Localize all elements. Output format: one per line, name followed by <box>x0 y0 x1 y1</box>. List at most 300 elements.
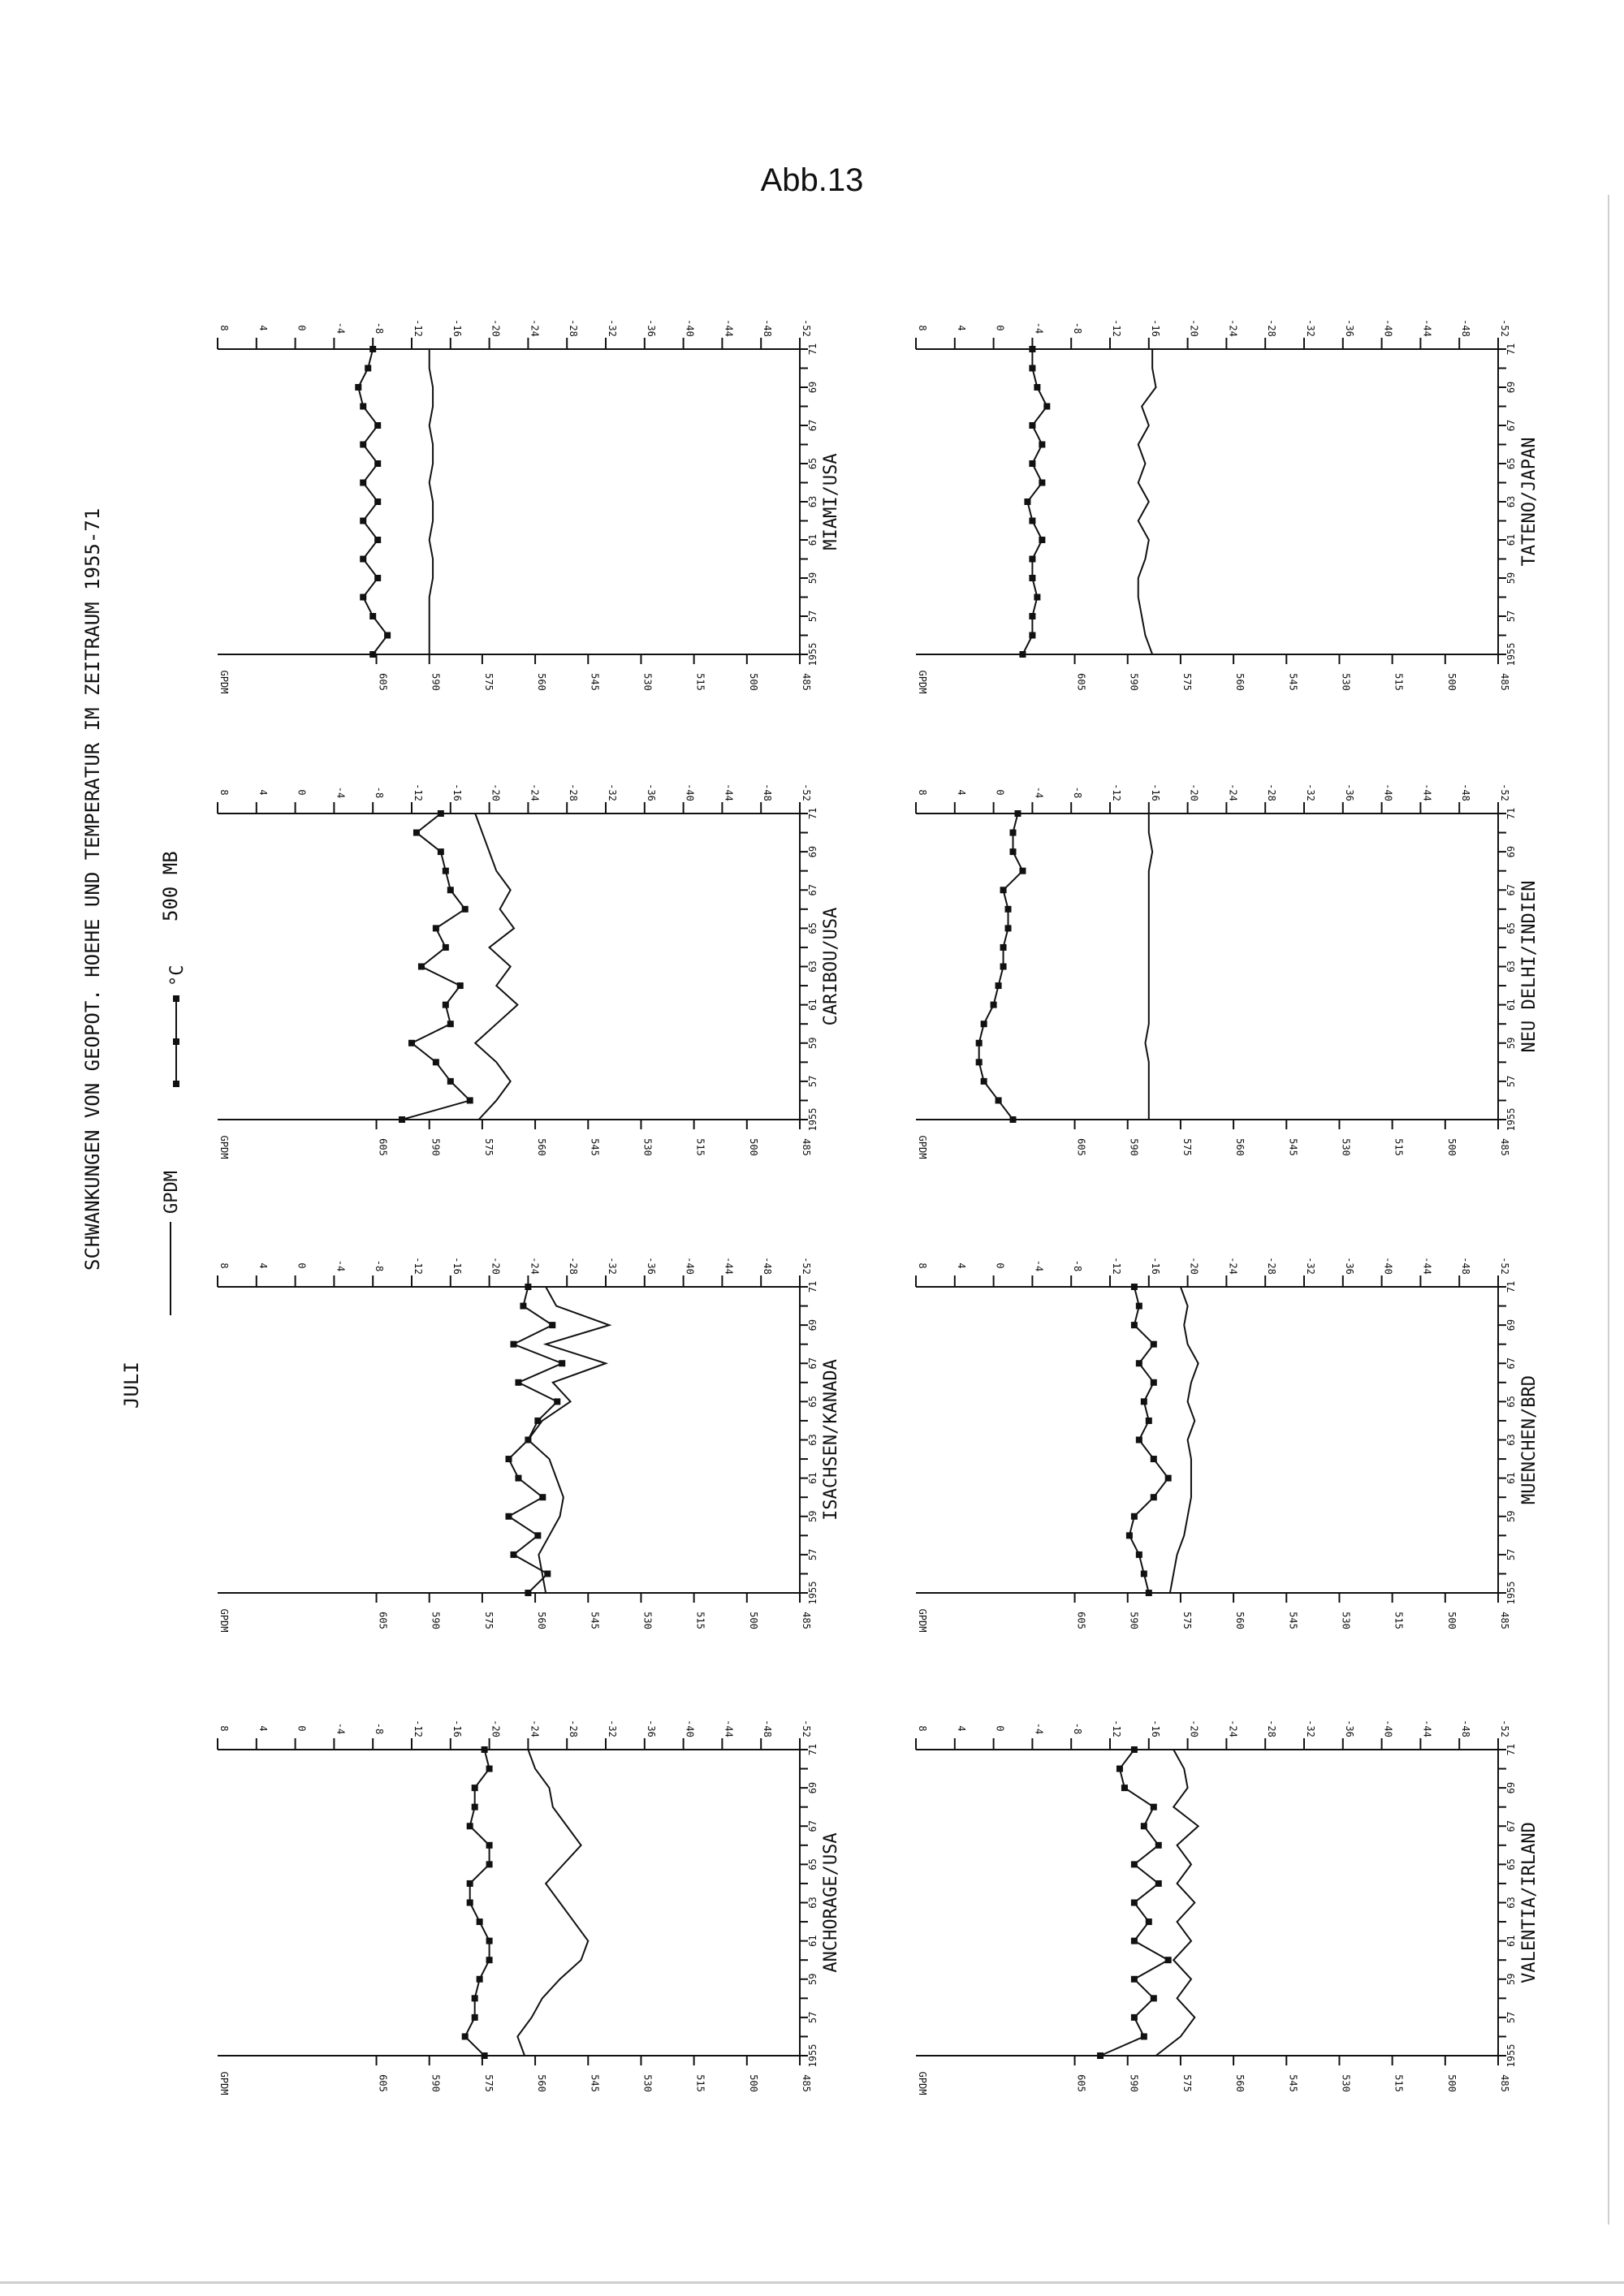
temp-point <box>1029 613 1035 619</box>
gpdm-tick-label: 590 <box>430 673 442 691</box>
temp-point <box>976 1059 983 1065</box>
temp-tick-label: -12 <box>1111 783 1122 801</box>
gpdm-tick-label: 500 <box>1445 1612 1458 1629</box>
temp-tick-label: 0 <box>296 1262 308 1269</box>
temp-tick-label: -48 <box>1460 319 1472 337</box>
year-tick-label: 1955 <box>807 2044 818 2068</box>
year-tick-label: 71 <box>807 1280 818 1293</box>
temp-point <box>1024 498 1030 505</box>
temp-point <box>1034 384 1040 391</box>
temp-tick-label: -40 <box>684 319 696 337</box>
temp-tick-label: -40 <box>1382 1720 1394 1737</box>
gpdm-tick-label: 485 <box>801 1138 812 1156</box>
year-tick-label: 71 <box>807 343 818 356</box>
temp-point <box>1136 1437 1142 1444</box>
temp-point <box>1029 365 1035 372</box>
year-tick-label: 63 <box>1505 960 1517 973</box>
gpdm-tick-label: 605 <box>377 2074 389 2092</box>
year-tick-label: 59 <box>1505 1510 1517 1522</box>
year-tick-label: 63 <box>1505 1434 1517 1446</box>
gpdm-tick-label: 500 <box>747 1138 759 1156</box>
gpdm-tick-label: 605 <box>377 673 389 691</box>
temp-point <box>559 1360 565 1366</box>
year-tick-label: 59 <box>807 1973 818 1985</box>
year-tick-label: 71 <box>807 807 818 820</box>
temp-tick-label: -4 <box>335 1259 347 1272</box>
gpdm-tick-label: 530 <box>1340 1612 1352 1629</box>
temp-tick-label: -32 <box>607 319 618 337</box>
temp-tick-label: -32 <box>1305 319 1316 337</box>
temp-point <box>1155 1842 1162 1849</box>
year-tick-label: 57 <box>1505 1075 1517 1088</box>
year-tick-label: 65 <box>807 1396 818 1408</box>
station-label: ANCHORAGE/USA <box>821 1832 841 1973</box>
gpdm-tick-label: 545 <box>1287 1138 1299 1156</box>
temp-point <box>1131 1900 1138 1906</box>
temp-point <box>467 1097 473 1103</box>
temp-point <box>482 1746 488 1753</box>
year-tick-label: 65 <box>807 1858 818 1871</box>
temp-point <box>510 1341 516 1348</box>
year-tick-label: 63 <box>1505 495 1517 508</box>
temp-point <box>1029 518 1035 524</box>
gpdm-tick-label: GPDM <box>917 1608 928 1633</box>
temp-tick-label: -16 <box>451 783 463 801</box>
station-label: CARIBOU/USA <box>821 907 841 1026</box>
year-tick-label: 71 <box>1505 1280 1517 1293</box>
temp-point <box>472 1995 478 2001</box>
temp-point <box>462 2033 469 2039</box>
temp-tick-label: -32 <box>607 783 618 801</box>
year-tick-label: 1955 <box>1505 2044 1517 2068</box>
temp-tick-label: -8 <box>374 1722 386 1735</box>
temp-tick-label: -20 <box>490 783 502 801</box>
temp-point <box>418 964 425 970</box>
year-tick-label: 71 <box>807 1743 818 1756</box>
gpdm-tick-label: 590 <box>1128 2074 1140 2092</box>
temp-series-line <box>1129 1287 1168 1593</box>
gpdm-tick-label: 575 <box>482 2074 495 2092</box>
gpdm-tick-label: 545 <box>1287 673 1299 691</box>
temp-tick-label: -32 <box>607 1720 618 1737</box>
temp-tick-label: -24 <box>1227 319 1239 337</box>
chart-panel <box>218 319 841 693</box>
temp-point <box>360 594 366 601</box>
temp-point <box>1146 1590 1152 1596</box>
temp-tick-label: -12 <box>1111 319 1122 337</box>
temp-tick-label: -16 <box>1149 1257 1161 1275</box>
gpdm-tick-label: GPDM <box>218 670 230 694</box>
temp-tick-label: -52 <box>801 1720 812 1737</box>
temp-tick-label: 4 <box>257 789 269 796</box>
temp-point <box>1141 1823 1147 1829</box>
temp-tick-label: -28 <box>1266 319 1278 337</box>
temp-point <box>1043 404 1050 410</box>
temp-tick-label: -40 <box>684 1257 696 1275</box>
temp-tick-label: -44 <box>723 783 735 801</box>
temp-point <box>374 575 381 581</box>
temp-tick-label: -36 <box>645 1257 657 1275</box>
temp-point <box>360 556 366 563</box>
gpdm-tick-label: 575 <box>482 1138 495 1156</box>
gpdm-tick-label: 500 <box>747 2074 759 2092</box>
gpdm-tick-label: 545 <box>1287 2074 1299 2092</box>
temp-tick-label: -20 <box>1188 1720 1200 1737</box>
temp-point <box>1039 480 1045 486</box>
gpdm-tick-label: GPDM <box>218 1608 230 1633</box>
legend-temp-marker <box>173 995 179 1002</box>
year-tick-label: 67 <box>807 1820 818 1832</box>
temp-point <box>1151 1341 1157 1348</box>
year-tick-label: 63 <box>807 960 818 973</box>
legend-temp-marker <box>173 1081 179 1087</box>
scan-edge-bottom <box>0 2281 1624 2284</box>
temp-tick-label: -28 <box>568 319 580 337</box>
temp-point <box>477 1976 483 1983</box>
temp-point <box>374 422 381 429</box>
gpdm-tick-label: 560 <box>536 1138 548 1156</box>
temp-point <box>1029 460 1035 467</box>
gpdm-tick-label: 560 <box>536 673 548 691</box>
chart-panel <box>916 319 1540 693</box>
temp-point <box>1000 944 1007 951</box>
temp-point <box>1165 1475 1172 1482</box>
temp-point <box>1010 830 1017 836</box>
year-tick-label: 69 <box>807 1781 818 1794</box>
gpdm-tick-label: 605 <box>1075 2074 1087 2092</box>
year-tick-label: 61 <box>1505 1472 1517 1484</box>
temp-point <box>1126 1532 1133 1539</box>
temp-series-line <box>358 349 387 654</box>
temp-tick-label: -4 <box>1033 322 1045 334</box>
year-tick-label: 67 <box>1505 1357 1517 1370</box>
gpdm-tick-label: 590 <box>1128 1138 1140 1156</box>
temp-tick-label: -16 <box>1149 1720 1161 1737</box>
temp-point <box>549 1322 555 1328</box>
temp-point <box>447 1021 454 1027</box>
temp-point <box>1131 2014 1138 2021</box>
temp-tick-label: -28 <box>1266 1720 1278 1737</box>
temp-point <box>1097 2052 1104 2059</box>
temp-point <box>1131 1284 1138 1290</box>
station-label: VALENTIA/IRLAND <box>1519 1822 1540 1983</box>
gpdm-tick-label: 515 <box>694 1612 706 1629</box>
chart-panel <box>218 783 841 1159</box>
year-tick-label: 61 <box>1505 999 1517 1011</box>
temp-point <box>482 2052 488 2059</box>
gpdm-tick-label: 485 <box>1499 1612 1510 1629</box>
year-tick-label: 67 <box>1505 419 1517 432</box>
temp-point <box>515 1475 521 1482</box>
temp-point <box>981 1021 987 1027</box>
year-tick-label: 71 <box>1505 343 1517 356</box>
temp-point <box>1034 594 1040 601</box>
temp-point <box>1039 442 1045 448</box>
temp-point <box>1019 651 1026 658</box>
gpdm-tick-label: 545 <box>589 673 601 691</box>
year-tick-label: 67 <box>1505 1820 1517 1832</box>
gpdm-tick-label: 485 <box>1499 673 1510 691</box>
gpdm-tick-label: 590 <box>1128 1612 1140 1629</box>
gpdm-series-line <box>528 1287 609 1593</box>
temp-tick-label: -12 <box>412 1720 424 1737</box>
temp-tick-label: -24 <box>1227 1257 1239 1275</box>
temp-tick-label: 0 <box>994 789 1006 796</box>
year-tick-label: 69 <box>1505 1318 1517 1331</box>
gpdm-tick-label: 605 <box>377 1138 389 1156</box>
temp-tick-label: 8 <box>917 789 928 796</box>
year-tick-label: 67 <box>1505 884 1517 896</box>
year-tick-label: 1955 <box>807 642 818 667</box>
gpdm-tick-label: 515 <box>1393 1138 1405 1156</box>
temp-tick-label: -44 <box>723 319 735 337</box>
temp-tick-label: -44 <box>1421 319 1433 337</box>
temp-point <box>360 480 366 486</box>
temp-tick-label: -4 <box>335 322 347 334</box>
chart-panel <box>916 1257 1540 1632</box>
temp-tick-label: -4 <box>1033 786 1045 799</box>
year-tick-label: 59 <box>1505 572 1517 585</box>
year-tick-label: 67 <box>807 884 818 896</box>
temp-tick-label: -24 <box>529 1720 541 1737</box>
temp-point <box>1000 964 1007 970</box>
gpdm-tick-label: 605 <box>377 1612 389 1629</box>
temp-tick-label: -48 <box>1460 1720 1472 1737</box>
gpdm-tick-label: 605 <box>1075 1138 1087 1156</box>
figure-level: 500 MB <box>159 851 182 921</box>
temp-tick-label: -12 <box>1111 1257 1122 1275</box>
temp-tick-label: -52 <box>801 783 812 801</box>
year-tick-label: 59 <box>807 1510 818 1522</box>
temp-point <box>525 1590 531 1596</box>
temp-tick-label: -36 <box>1343 1257 1355 1275</box>
temp-tick-label: -48 <box>762 319 774 337</box>
temp-tick-label: -52 <box>1499 319 1510 337</box>
year-tick-label: 1955 <box>1505 1581 1517 1605</box>
gpdm-tick-label: 530 <box>641 2074 654 2092</box>
temp-tick-label: 8 <box>218 1725 230 1732</box>
year-tick-label: 69 <box>1505 1781 1517 1794</box>
temp-point <box>443 1002 449 1008</box>
scan-edge-right <box>1608 195 1609 2225</box>
temp-point <box>996 1097 1002 1103</box>
gpdm-tick-label: 485 <box>801 673 812 691</box>
temp-point <box>486 1842 493 1849</box>
temp-tick-label: -52 <box>801 319 812 337</box>
year-tick-label: 61 <box>1505 1935 1517 1947</box>
year-tick-label: 1955 <box>1505 1107 1517 1132</box>
gpdm-tick-label: 515 <box>694 673 706 691</box>
gpdm-tick-label: 515 <box>694 2074 706 2092</box>
year-tick-label: 63 <box>807 495 818 508</box>
temp-point <box>438 810 444 817</box>
temp-tick-label: -8 <box>1072 322 1084 334</box>
temp-tick-label: 4 <box>257 325 269 331</box>
temp-point <box>1151 1995 1157 2001</box>
temp-tick-label: -8 <box>374 1259 386 1272</box>
gpdm-series-line <box>1138 349 1156 654</box>
temp-point <box>1131 1861 1138 1867</box>
temp-tick-label: -40 <box>684 783 696 801</box>
station-label: MIAMI/USA <box>821 453 841 550</box>
temp-tick-label: -48 <box>762 783 774 801</box>
temp-tick-label: -44 <box>1421 1257 1433 1275</box>
gpdm-tick-label: 530 <box>641 673 654 691</box>
temp-point <box>399 1116 405 1123</box>
temp-point <box>1029 575 1035 581</box>
gpdm-tick-label: 515 <box>694 1138 706 1156</box>
temp-tick-label: -12 <box>412 1257 424 1275</box>
temp-tick-label: -16 <box>451 1257 463 1275</box>
temp-point <box>1141 2033 1147 2039</box>
temp-tick-label: 0 <box>296 789 308 796</box>
gpdm-tick-label: 575 <box>482 673 495 691</box>
figure-month: JULI <box>120 1362 143 1409</box>
temp-tick-label: -48 <box>1460 783 1472 801</box>
temp-tick-label: 8 <box>917 325 928 331</box>
temp-point <box>360 442 366 448</box>
temp-tick-label: -40 <box>1382 783 1394 801</box>
gpdm-tick-label: 575 <box>1181 2074 1193 2092</box>
year-tick-label: 67 <box>807 419 818 432</box>
temp-tick-label: -28 <box>1266 783 1278 801</box>
year-tick-label: 61 <box>807 1472 818 1484</box>
gpdm-tick-label: 485 <box>801 1612 812 1629</box>
temp-tick-label: -48 <box>1460 1257 1472 1275</box>
temp-point <box>1131 1976 1138 1983</box>
temp-point <box>467 1880 473 1887</box>
temp-point <box>1005 906 1012 913</box>
temp-point <box>1155 1880 1162 1887</box>
temp-tick-label: -28 <box>1266 1257 1278 1275</box>
year-tick-label: 69 <box>1505 845 1517 858</box>
temp-point <box>534 1532 541 1539</box>
gpdm-tick-label: 590 <box>430 1612 442 1629</box>
temp-tick-label: -32 <box>1305 783 1316 801</box>
gpdm-tick-label: 605 <box>1075 673 1087 691</box>
temp-tick-label: -44 <box>723 1257 735 1275</box>
gpdm-tick-label: 530 <box>641 1138 654 1156</box>
temp-point <box>457 982 464 989</box>
gpdm-tick-label: 545 <box>589 1138 601 1156</box>
temp-tick-label: -36 <box>645 1720 657 1737</box>
temp-tick-label: 8 <box>218 1262 230 1269</box>
temp-point <box>365 365 371 372</box>
temp-point <box>1014 810 1021 817</box>
temp-tick-label: -44 <box>723 1720 735 1737</box>
temp-point <box>976 1040 983 1047</box>
temp-point <box>438 848 444 855</box>
temp-point <box>515 1379 521 1386</box>
temp-tick-label: -12 <box>412 319 424 337</box>
year-tick-label: 1955 <box>1505 642 1517 667</box>
gpdm-tick-label: GPDM <box>917 2071 928 2095</box>
gpdm-tick-label: 545 <box>1287 1612 1299 1629</box>
gpdm-tick-label: 560 <box>1234 673 1246 691</box>
gpdm-tick-label: 545 <box>589 1612 601 1629</box>
temp-point <box>1151 1804 1157 1810</box>
temp-point <box>1039 537 1045 543</box>
temp-tick-label: -16 <box>1149 319 1161 337</box>
temp-tick-label: -12 <box>412 783 424 801</box>
temp-tick-label: -8 <box>374 786 386 799</box>
year-tick-label: 57 <box>1505 610 1517 623</box>
gpdm-tick-label: 545 <box>589 2074 601 2092</box>
temp-point <box>544 1570 551 1577</box>
year-tick-label: 69 <box>807 1318 818 1331</box>
temp-tick-label: -24 <box>529 319 541 337</box>
gpdm-tick-label: 560 <box>1234 1612 1246 1629</box>
gpdm-tick-label: 515 <box>1393 673 1405 691</box>
temp-point <box>1116 1766 1123 1772</box>
temp-tick-label: -16 <box>1149 783 1161 801</box>
temp-tick-label: -48 <box>762 1257 774 1275</box>
year-tick-label: 65 <box>807 922 818 934</box>
temp-tick-label: -4 <box>335 786 347 799</box>
temp-tick-label: -20 <box>490 1257 502 1275</box>
temp-point <box>1131 1513 1138 1520</box>
temp-tick-label: -20 <box>490 319 502 337</box>
temp-tick-label: 8 <box>917 1725 928 1732</box>
temp-point <box>486 1861 493 1867</box>
gpdm-tick-label: 590 <box>430 2074 442 2092</box>
temp-tick-label: 8 <box>218 789 230 796</box>
station-label: TATENO/JAPAN <box>1519 437 1540 567</box>
temp-tick-label: 0 <box>296 325 308 331</box>
temp-point <box>554 1398 560 1405</box>
year-tick-label: 67 <box>807 1357 818 1370</box>
temp-point <box>1010 1116 1017 1123</box>
temp-point <box>1131 1322 1138 1328</box>
temp-tick-label: -40 <box>1382 319 1394 337</box>
gpdm-series-line <box>1170 1287 1199 1593</box>
temp-point <box>1029 556 1035 563</box>
year-tick-label: 61 <box>807 533 818 546</box>
year-tick-label: 63 <box>807 1897 818 1909</box>
gpdm-tick-label: 530 <box>1340 673 1352 691</box>
year-tick-label: 65 <box>1505 1858 1517 1871</box>
temp-point <box>360 404 366 410</box>
year-tick-label: 57 <box>807 2011 818 2024</box>
temp-tick-label: -20 <box>1188 319 1200 337</box>
page-title: Abb.13 <box>760 162 864 198</box>
year-tick-label: 57 <box>807 610 818 623</box>
gpdm-tick-label: 485 <box>1499 2074 1510 2092</box>
gpdm-series-line <box>475 814 517 1120</box>
year-tick-label: 57 <box>1505 1548 1517 1561</box>
temp-point <box>477 1918 483 1925</box>
temp-tick-label: -8 <box>374 322 386 334</box>
temp-point <box>447 1078 454 1085</box>
year-tick-label: 59 <box>807 572 818 585</box>
gpdm-tick-label: GPDM <box>917 1135 928 1159</box>
gpdm-tick-label: GPDM <box>218 2071 230 2095</box>
temp-tick-label: 4 <box>955 1262 967 1269</box>
temp-tick-label: 0 <box>296 1725 308 1732</box>
temp-point <box>1131 1746 1138 1753</box>
temp-tick-label: -36 <box>1343 783 1355 801</box>
temp-tick-label: -4 <box>1033 1722 1045 1735</box>
year-tick-label: 65 <box>1505 457 1517 470</box>
temp-tick-label: 0 <box>994 1262 1006 1269</box>
temp-tick-label: -28 <box>568 1720 580 1737</box>
temp-point <box>433 925 439 931</box>
temp-tick-label: -24 <box>529 783 541 801</box>
year-tick-label: 59 <box>1505 1037 1517 1049</box>
temp-point <box>1141 1570 1147 1577</box>
temp-tick-label: -36 <box>645 783 657 801</box>
temp-point <box>1136 1303 1142 1310</box>
